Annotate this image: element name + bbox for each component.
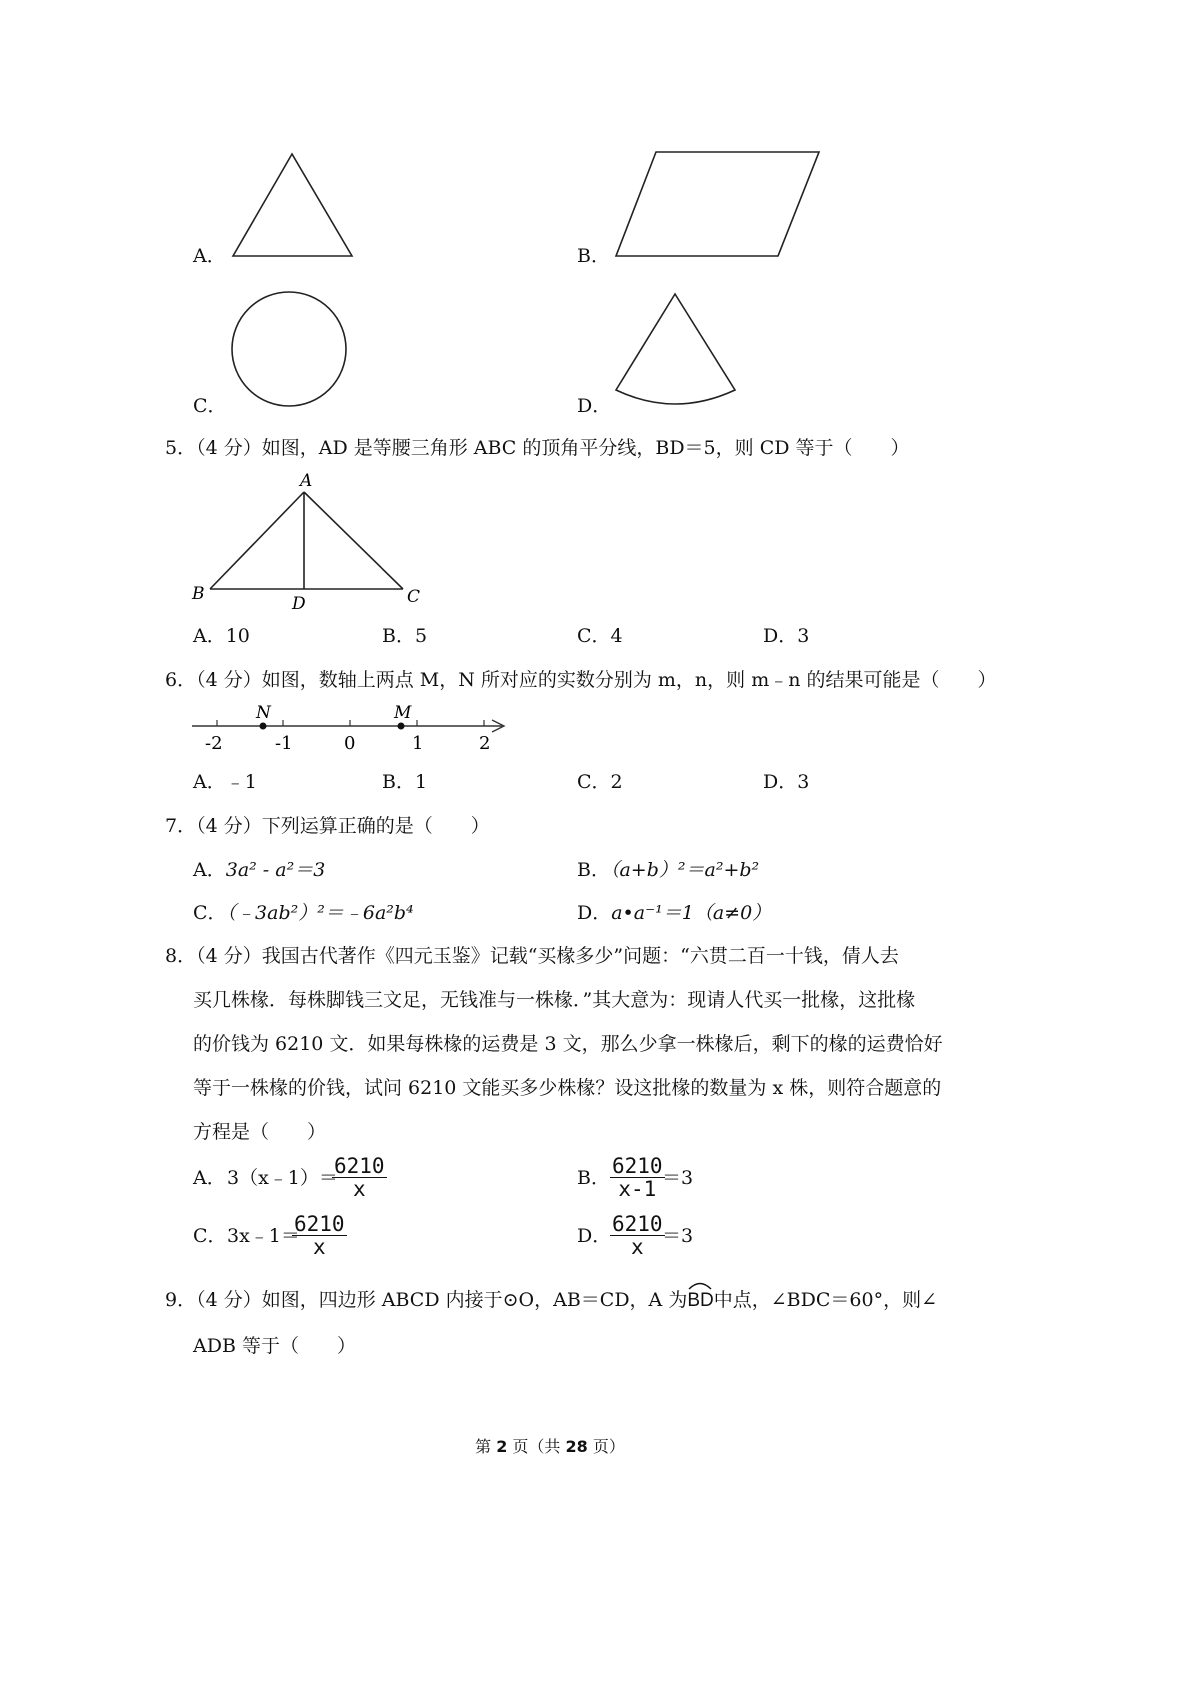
fraction-numerator: 6210	[334, 1154, 385, 1178]
q7-option-a-expr: 3a² - a²＝3	[225, 859, 326, 881]
q5-option-a: A．10	[193, 625, 250, 647]
question-8-line-1: 8．（4 分）我国古代著作《四元玉鉴》记载“买椽多少”问题：“六贯二百一十钱，倩人去	[165, 945, 899, 967]
option-d-label: D．	[577, 395, 612, 417]
q7-option-c-expr: （﹣3ab²）²＝﹣6a²b⁴	[226, 902, 414, 924]
q8-option-b-label: B．	[577, 1167, 610, 1189]
q7-option-a	[193, 858, 325, 882]
tick-label: -2	[205, 733, 223, 754]
fraction-denominator: x	[352, 1177, 366, 1201]
footer-prefix: 第	[475, 1437, 492, 1456]
q8-option-c-fraction	[292, 1213, 347, 1258]
question-8-line-4: 等于一株椽的价钱，试问 6210 文能买多少株椽？设这批椽的数量为 x 株，则符合题意的	[193, 1077, 942, 1099]
question-9-line-1	[165, 1288, 937, 1313]
q8-option-a-label: A．	[193, 1167, 226, 1189]
q6-option-a: A．﹣1	[193, 771, 257, 793]
q7-option-c	[193, 901, 414, 925]
page-footer	[0, 1434, 1100, 1457]
q8-option-a-fraction	[332, 1155, 387, 1200]
footer-page-number: 2	[496, 1437, 508, 1456]
fraction-denominator: x	[312, 1235, 326, 1259]
q8-option-c-left: 3x﹣1＝	[227, 1225, 300, 1247]
fraction-denominator: x	[630, 1235, 644, 1259]
question-9-line-1-start: 9．（4 分）如图，四边形 ABCD 内接于⊙O，AB＝CD，A 为	[165, 1289, 688, 1311]
q8-option-d-fraction	[610, 1213, 665, 1258]
q8-option-b-fraction	[610, 1155, 665, 1200]
arc-label: BD	[687, 1290, 714, 1311]
arc-symbol-icon	[687, 1280, 713, 1290]
q5-option-c: C．4	[577, 625, 623, 647]
fraction-numerator: 6210	[612, 1212, 663, 1236]
figure-parallelogram	[610, 145, 825, 260]
footer-middle: 页（共	[512, 1437, 561, 1456]
q7-option-b-label: B．	[577, 859, 610, 881]
tick-label: 1	[412, 733, 424, 754]
question-8-line-2: 买几株椽．每株脚钱三文足，无钱准与一株椽．”其大意为：现请人代买一批椽，这批椽	[193, 989, 916, 1011]
q8-option-d-label: D．	[577, 1225, 612, 1247]
tick-label: 2	[479, 733, 491, 754]
question-8-line-5: 方程是（ ）	[193, 1121, 327, 1143]
question-7-stem: 7．（4 分）下列运算正确的是（ ）	[165, 815, 490, 837]
vertex-d-label: D	[292, 594, 306, 614]
q7-option-a-label: A．	[193, 859, 226, 881]
question-5-stem: 5．（4 分）如图，AD 是等腰三角形 ABC 的顶角平分线，BD＝5，则 CD 等于（ ）	[165, 437, 910, 459]
figure-triangle	[225, 148, 360, 263]
q6-option-b: B．1	[382, 771, 428, 793]
option-a-label: A．	[193, 245, 226, 267]
q7-option-d-label: D．	[577, 902, 612, 924]
question-8-line-3: 的价钱为 6210 文．如果每株椽的运费是 3 文，那么少拿一株椽后，剩下的椽的运费恰好	[193, 1033, 943, 1055]
q8-option-a-left: 3（x﹣1）＝	[227, 1167, 338, 1189]
q6-option-d: D．3	[763, 771, 810, 793]
figure-sector	[608, 288, 743, 413]
q7-option-c-label: C．	[193, 902, 227, 924]
option-b-label: B．	[577, 245, 610, 267]
option-c-label: C．	[193, 395, 227, 417]
fraction-denominator: x-1	[618, 1177, 657, 1201]
q7-option-d-expr: a•a⁻¹＝1（a≠0）	[611, 902, 772, 924]
q6-option-c: C．2	[577, 771, 623, 793]
q7-option-b	[577, 858, 759, 882]
vertex-b-label: B	[192, 584, 205, 604]
point-n-dot	[260, 723, 267, 730]
question-6-stem: 6．（4 分）如图，数轴上两点 M，N 所对应的实数分别为 m，n，则 m﹣n 的结果可能是（ ）	[165, 669, 997, 691]
point-n-label: N	[256, 703, 271, 723]
number-line	[190, 700, 515, 755]
vertex-c-label: C	[407, 587, 421, 607]
figure-circle	[228, 288, 352, 412]
point-m-dot	[398, 723, 405, 730]
vertex-a-label: A	[300, 471, 313, 491]
arc-bd	[687, 1289, 713, 1313]
q5-option-b: B．5	[382, 625, 428, 647]
question-9-line-2: ADB 等于（ ）	[193, 1335, 356, 1357]
q8-option-b-right: ＝3	[662, 1167, 694, 1189]
fraction-numerator: 6210	[294, 1212, 345, 1236]
fraction-numerator: 6210	[612, 1154, 663, 1178]
q8-option-d-right: ＝3	[662, 1225, 694, 1247]
question-9-line-1-end: 中点，∠BDC＝60°，则∠	[713, 1289, 937, 1311]
tick-label: -1	[275, 733, 293, 754]
q7-option-b-expr: （a+b）²＝a²+b²	[609, 859, 760, 881]
tick-label: 0	[344, 733, 356, 754]
point-m-label: M	[394, 703, 412, 723]
q5-option-d: D．3	[763, 625, 810, 647]
footer-suffix: 页）	[592, 1437, 625, 1456]
q7-option-d	[577, 901, 771, 925]
q8-option-c-label: C．	[193, 1225, 227, 1247]
figure-isosceles-triangle	[185, 468, 430, 616]
footer-total-pages: 28	[565, 1437, 588, 1456]
